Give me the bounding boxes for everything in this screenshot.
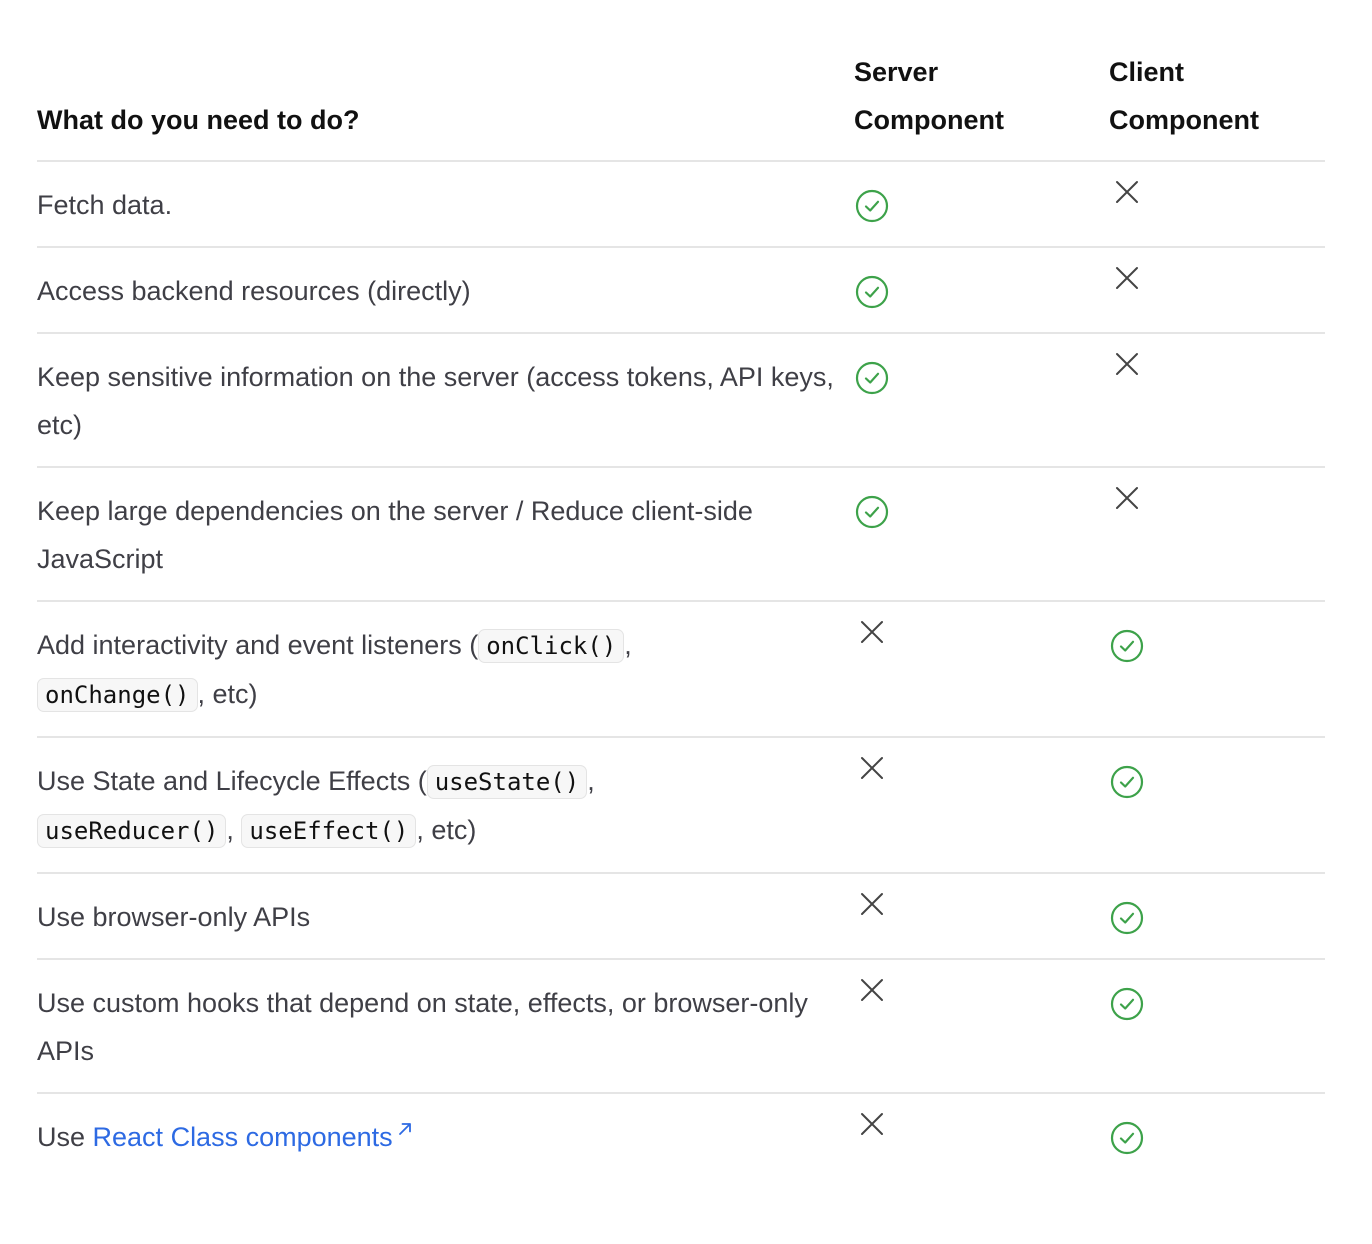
- row-text-before: Add interactivity and event listeners (: [37, 630, 479, 660]
- table-header-row: [37, 48, 1325, 161]
- row-server-cell: [854, 467, 1109, 601]
- cross-icon: [1114, 485, 1140, 511]
- table-row: [37, 873, 1325, 959]
- table-row: [37, 333, 1325, 467]
- header-client-component: [1109, 48, 1325, 161]
- table-row: [37, 161, 1325, 247]
- header-server-component: [854, 48, 1109, 161]
- comparison-table: [37, 48, 1325, 1178]
- check-circle-icon: [1110, 987, 1144, 1021]
- header-client-line-2: Component: [1109, 105, 1259, 135]
- table-row: [37, 247, 1325, 333]
- row-client-cell: [1109, 737, 1325, 873]
- row-requirement: Access backend resources (directly): [37, 247, 854, 333]
- check-circle-icon: [1110, 629, 1144, 663]
- code-usestate: useState(): [427, 765, 588, 799]
- check-circle-icon: [1110, 901, 1144, 935]
- check-circle-icon: [1110, 1121, 1144, 1155]
- cross-icon: [859, 891, 885, 917]
- header-server-line-1: Server: [854, 57, 939, 87]
- row-requirement: Fetch data.: [37, 161, 854, 247]
- row-server-cell: [854, 959, 1109, 1093]
- row-server-cell: [854, 873, 1109, 959]
- check-circle-icon: [855, 189, 889, 223]
- cross-icon: [859, 755, 885, 781]
- code-useeffect: useEffect(): [241, 814, 416, 848]
- cross-icon: [1114, 351, 1140, 377]
- row-requirement: [37, 601, 854, 737]
- row-requirement: [37, 737, 854, 873]
- row-client-cell: [1109, 333, 1325, 467]
- row-text-after: , etc): [416, 815, 477, 845]
- row-client-cell: [1109, 467, 1325, 601]
- code-onchange: onChange(): [37, 678, 198, 712]
- row-server-cell: [854, 161, 1109, 247]
- check-circle-icon: [855, 495, 889, 529]
- row-server-cell: [854, 601, 1109, 737]
- check-circle-icon: [855, 361, 889, 395]
- row-requirement: Keep large dependencies on the server / Reduce client-side JavaScript: [37, 467, 854, 601]
- table-row: [37, 959, 1325, 1093]
- row-requirement: Use browser-only APIs: [37, 873, 854, 959]
- cross-icon: [859, 1111, 885, 1137]
- row-separator: ,: [587, 766, 595, 796]
- row-requirement: Keep sensitive information on the server (access tokens, API keys, etc): [37, 333, 854, 467]
- comparison-table-container: [37, 48, 1325, 1178]
- row-separator: ,: [226, 815, 242, 845]
- code-usereducer: useReducer(): [37, 814, 226, 848]
- row-text-before: Use State and Lifecycle Effects (: [37, 766, 427, 796]
- header-client-line-1: Client: [1109, 57, 1185, 87]
- row-client-cell: [1109, 1093, 1325, 1178]
- cross-icon: [859, 619, 885, 645]
- check-circle-icon: [1110, 765, 1144, 799]
- row-client-cell: [1109, 601, 1325, 737]
- cross-icon: [1114, 265, 1140, 291]
- header-server-line-2: Component: [854, 105, 1004, 135]
- check-circle-icon: [855, 275, 889, 309]
- row-requirement: Use custom hooks that depend on state, effects, or browser-only APIs: [37, 959, 854, 1093]
- row-separator: ,: [624, 630, 632, 660]
- row-requirement: [37, 1093, 854, 1178]
- code-onclick: onClick(): [478, 629, 624, 663]
- table-row: [37, 737, 1325, 873]
- react-class-components-link[interactable]: React Class components: [92, 1122, 393, 1152]
- cross-icon: [1114, 179, 1140, 205]
- row-server-cell: [854, 247, 1109, 333]
- external-link-icon[interactable]: [397, 1121, 413, 1137]
- row-server-cell: [854, 1093, 1109, 1178]
- row-server-cell: [854, 333, 1109, 467]
- row-text-before: Use: [37, 1122, 93, 1152]
- table-row: [37, 601, 1325, 737]
- row-client-cell: [1109, 247, 1325, 333]
- row-text-after: , etc): [197, 679, 258, 709]
- row-client-cell: [1109, 873, 1325, 959]
- row-client-cell: [1109, 959, 1325, 1093]
- cross-icon: [859, 977, 885, 1003]
- table-row: [37, 1093, 1325, 1178]
- row-client-cell: [1109, 161, 1325, 247]
- row-server-cell: [854, 737, 1109, 873]
- header-requirement: What do you need to do?: [37, 48, 854, 161]
- table-row: [37, 467, 1325, 601]
